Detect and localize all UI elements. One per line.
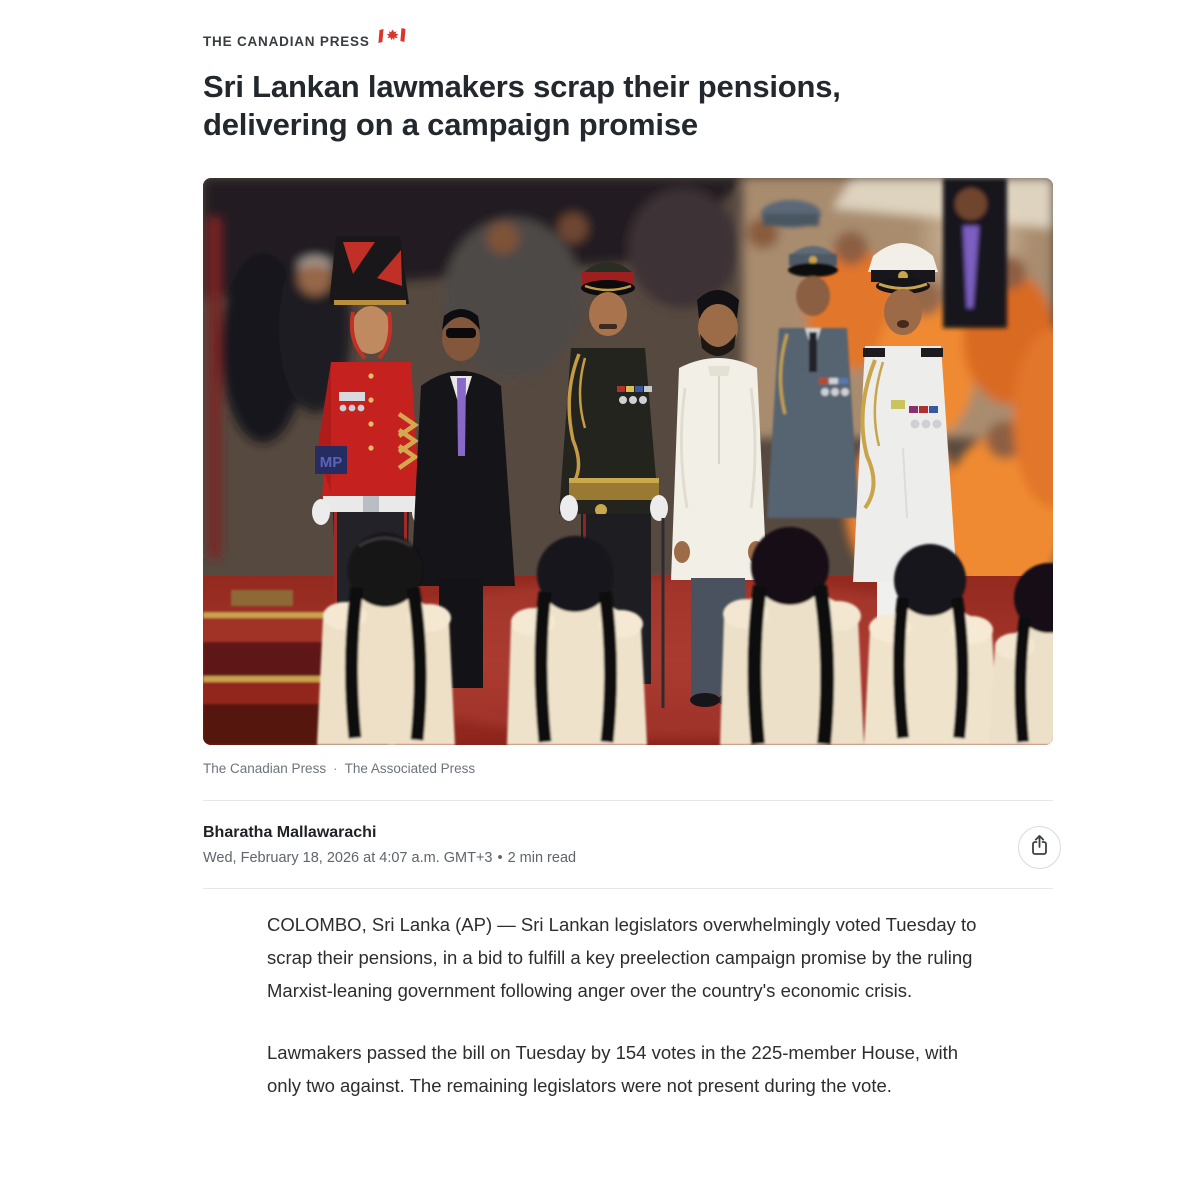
read-time: 2 min read: [507, 850, 577, 866]
article-body: [267, 908, 989, 1102]
image-caption: [203, 761, 475, 776]
author-name: Bharatha Mallawarachi: [203, 824, 377, 841]
caption-separator: ·: [333, 761, 338, 776]
article-meta: [203, 850, 576, 866]
paragraph: Lawmakers passed the bill on Tuesday by 154 votes in the 225-member House, with only two against. The remaining legislators were not present during the vote.: [267, 1042, 959, 1096]
byline-block: [203, 824, 576, 866]
share-button[interactable]: [1018, 826, 1061, 869]
canadian-flag-icon: [377, 27, 407, 49]
article-headline: Sri Lankan lawmakers scrap their pensions, delivering on a campaign promise: [203, 69, 841, 143]
paragraph: COLOMBO, Sri Lanka (AP) — Sri Lankan legislators overwhelmingly voted Tuesday to scrap their pensions, in a bid to fulfill a key preelection campaign promise by the ruling Marxist-leaning government following anger over the country's economic crisis.: [267, 914, 977, 1001]
share-export-icon: [1030, 834, 1049, 861]
publisher-name: THE CANADIAN PRESS: [203, 33, 370, 49]
article-hero-image: [203, 178, 1053, 745]
meta-separator: •: [497, 850, 503, 866]
svg-text:MP: MP: [319, 454, 343, 471]
ceremony-photo-illustration: [203, 178, 1053, 745]
timestamp: Wed, February 18, 2026 at 4:07 a.m. GMT+3: [203, 850, 493, 866]
caption-source-secondary: The Associated Press: [344, 761, 476, 776]
divider-top: [203, 800, 1053, 801]
caption-source-primary: The Canadian Press: [203, 761, 327, 776]
publisher-logo[interactable]: [203, 30, 407, 52]
divider-bottom: [203, 888, 1053, 889]
